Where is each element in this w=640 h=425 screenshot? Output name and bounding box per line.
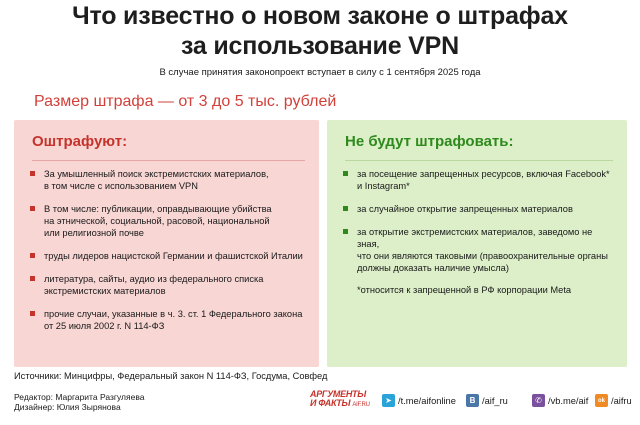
will-not-fine-item-text: должны доказать наличие умысла)	[357, 263, 509, 273]
will-fine-item-text: на этнической, социальной, расовой, национальной	[44, 216, 270, 226]
fine-size-heading: Размер штрафа — от 3 до 5 тыс. рублей	[34, 93, 337, 110]
will-not-fine-panel	[327, 120, 627, 367]
bullet-icon	[30, 253, 35, 258]
telegram-icon: ➤	[382, 394, 395, 407]
title-line-2: за использование VPN	[181, 32, 459, 60]
logo-site: AIF.RU	[352, 402, 370, 408]
will-not-fine-item-text: и Instagram*	[357, 181, 410, 191]
will-fine-item-text: от 25 июля 2002 г. N 114-ФЗ	[44, 321, 165, 331]
will-fine-item-text: За умышленный поиск экстремистских материалов,	[44, 169, 269, 179]
will-fine-list	[30, 168, 309, 332]
will-not-fine-item-text: за посещение запрещенных ресурсов, включая Facebook*	[357, 169, 610, 179]
will-fine-heading: Оштрафуют:	[32, 133, 128, 150]
will-fine-item-text: экстремистских материалов	[44, 286, 166, 296]
will-fine-item-text: труды лидеров нацистской Германии и фашистской Италии	[44, 251, 303, 261]
social-link-vk[interactable]	[466, 394, 508, 407]
title-line-1: Что известно о новом законе о штрафах	[72, 2, 568, 30]
will-not-fine-item-text: за открытие экстремистских материалов, заведомо не зная,	[357, 227, 593, 249]
will-not-fine-heading: Не будут штрафовать:	[345, 133, 514, 150]
viber-icon: ✆	[532, 394, 545, 407]
social-link-label: /vb.me/aif	[548, 395, 589, 406]
will-not-fine-item-text: за случайное открытие запрещенных материалов	[357, 204, 573, 214]
ok-icon: ok	[595, 394, 608, 407]
will-fine-item	[30, 203, 309, 239]
social-link-telegram[interactable]	[382, 394, 456, 407]
bullet-icon	[30, 311, 35, 316]
will-fine-item-text: В том числе: публикации, оправдывающие убийства	[44, 204, 272, 214]
bullet-icon	[30, 276, 35, 281]
social-links	[0, 394, 640, 412]
will-fine-item	[30, 273, 309, 297]
bullet-icon	[30, 206, 35, 211]
bullet-icon	[343, 206, 348, 211]
page-title	[0, 0, 640, 61]
editor-credit: Редактор: Маргарита Разгуляева	[14, 392, 145, 402]
divider	[32, 160, 305, 161]
sources: Источники: Минцифры, Федеральный закон N 114-ФЗ, Госдума, Совфед	[14, 371, 328, 381]
will-fine-item-text: или религиозной почве	[44, 228, 144, 238]
vk-icon: B	[466, 394, 479, 407]
will-not-fine-list	[343, 168, 617, 296]
will-fine-panel	[14, 120, 319, 367]
social-link-label: /aifru	[611, 395, 632, 406]
social-link-ok[interactable]	[595, 394, 632, 407]
logo-line-2: И ФАКТЫ AIF.RU	[310, 398, 370, 408]
will-not-fine-item	[343, 226, 617, 274]
subtitle: В случае принятия законопроект вступает в силу с 1 сентября 2025 года	[159, 67, 481, 78]
will-fine-item-text: литература, сайты, аудио из федерального списка	[44, 274, 264, 284]
will-not-fine-item	[343, 168, 617, 192]
will-fine-item	[30, 250, 309, 262]
social-link-label: /t.me/aifonline	[398, 395, 456, 406]
will-not-fine-item	[343, 203, 617, 215]
will-fine-item-text: в том числе с использованием VPN	[44, 181, 198, 191]
will-fine-item	[30, 308, 309, 332]
social-link-label: /aif_ru	[482, 395, 508, 406]
designer-credit: Дизайнер: Юлия Зырянова	[14, 402, 121, 412]
social-link-viber[interactable]	[532, 394, 588, 407]
divider	[345, 160, 613, 161]
bullet-icon	[343, 171, 348, 176]
will-fine-item-text: прочие случаи, указанные в ч. 3. ст. 1 Федерального закона	[44, 309, 303, 319]
bullet-icon	[343, 229, 348, 234]
footnote: *относится к запрещенной в РФ корпорации Meta	[357, 285, 572, 295]
bullet-icon	[30, 171, 35, 176]
will-not-fine-item-text: что они являются таковыми (правоохранительные органы	[357, 251, 608, 261]
logo-line-1: АРГУМЕНТЫ	[310, 389, 366, 399]
will-fine-item	[30, 168, 309, 192]
